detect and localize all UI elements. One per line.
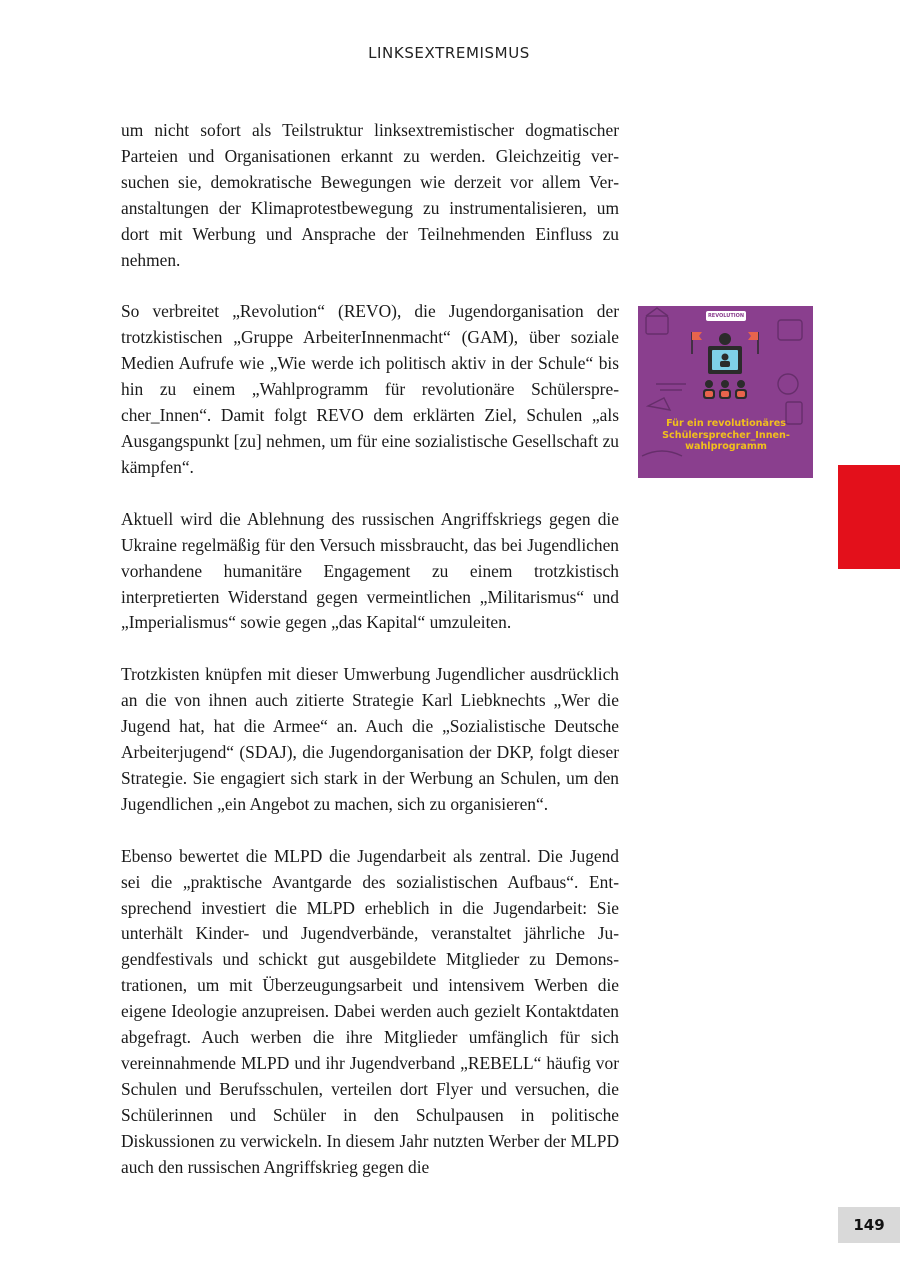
- paragraph: So verbreitet „Revolution“ (REVO), die Jugendorganisation der trotzkistischen „Gruppe ArbeiterInnenmacht“ (GAM), über soziale Medien Aufrufe wie „Wie werde ich politisch aktiv in der Schule“ bis hin zu einem „Wahlprogramm für revolutionäre Schülersprecher_Innen“. Damit folgt REVO dem erklärten Ziel, Schulen „als Ausgangspunkt [zu] nehmen, um für eine sozialistische Gesellschaft zu kämpfen“.: [121, 301, 619, 477]
- running-title: LINKSEXTREMISMUS: [368, 44, 530, 62]
- paragraph: um nicht sofort als Teilstruktur linksextremistischer dogmatischer Parteien und Organisationen erkannt zu werden. Gleichzeitig versuchen sie, demokratische Bewegungen wie derzeit vor allem Veranstaltungen der Klimaprotestbewegung zu instrumentalisieren, um dort mit Werbung und Ansprache der Teilnehmenden Einfluss zu nehmen.: [121, 120, 619, 270]
- page-number: 149: [838, 1207, 900, 1243]
- paragraph: Ebenso bewertet die MLPD die Jugendarbeit als zentral. Die Jugend sei die „praktische Avantgarde des sozialistischen Aufbaus“. Entsprechend investiert die MLPD erheblich in die Jugendarbeit: Sie unterhält Kinder- und Jugendverbände, veranstaltet jährliche Jugendfestivals und schickt gut ausgebildete Mitglieder zu Demonstrationen, um mit Überzeugungsarbeit und intensivem Werben die eigene Ideologie anzupreisen. Dabei werden auch gezielt Kontaktdaten abgefragt. Auch werben die ihre Mitglieder umfänglich für sich vereinnahmende MLPD und ihr Jugendverband „REBELL“ häufig vor Schulen und Berufsschulen, verteilen dort Flyer und versuchen, die Schülerinnen und Schüler in den Schulpausen in politische Diskussionen zu verwickeln. In diesem Jahr nutzten Werber der MLPD auch den russischen Angriffskrieg gegen die: [121, 845, 619, 1177]
- paragraph: Aktuell wird die Ablehnung des russischen Angriffskriegs gegen die Ukraine regelmäßig für den Versuch missbraucht, das bei Jugendlichen vorhandene humanitäre Engagement zu einem trotzkistisch interpretierten Widerstand gegen vermeintlichen „Militarismus“ und „Imperialismus“ sowie gegen „das Kapital“ umzuleiten.: [121, 508, 619, 633]
- backpack-doodle-icon: [778, 320, 802, 340]
- school-doodle-icon: [646, 316, 668, 334]
- revolution-flyer-image: [638, 306, 813, 478]
- flyer-brand-badge: REVOLUTION: [707, 313, 745, 319]
- roof-doodle-icon: [646, 308, 668, 316]
- body-text: [121, 118, 619, 1207]
- flyer-caption: Für ein revolutionäres Schülersprecher_Innen-wahlprogramm: [662, 418, 790, 452]
- scribble-doodle-icon: [656, 384, 686, 390]
- clock-doodle-icon: [778, 374, 798, 394]
- paragraph: Trotzkisten knüpfen mit dieser Umwerbung Jugendlicher ausdrücklich an die von ihnen auch zitierte Strategie Karl Liebknechts „Wer die Jugend hat, hat die Armee“ an. Auch die „Sozialistische Deutsche Arbeiterjugend“ (SDAJ), die Jugendorganisation der DKP, folgt dieser Strategie. Sie engagiert sich stark in der Werbung an Schulen, um den Jugendlichen „ein Angebot zu machen, sich zu organisieren“.: [121, 664, 619, 814]
- chapter-tab-marker: [838, 465, 900, 569]
- megaphone-doodle-icon: [648, 398, 670, 410]
- podium-icon: [708, 333, 742, 374]
